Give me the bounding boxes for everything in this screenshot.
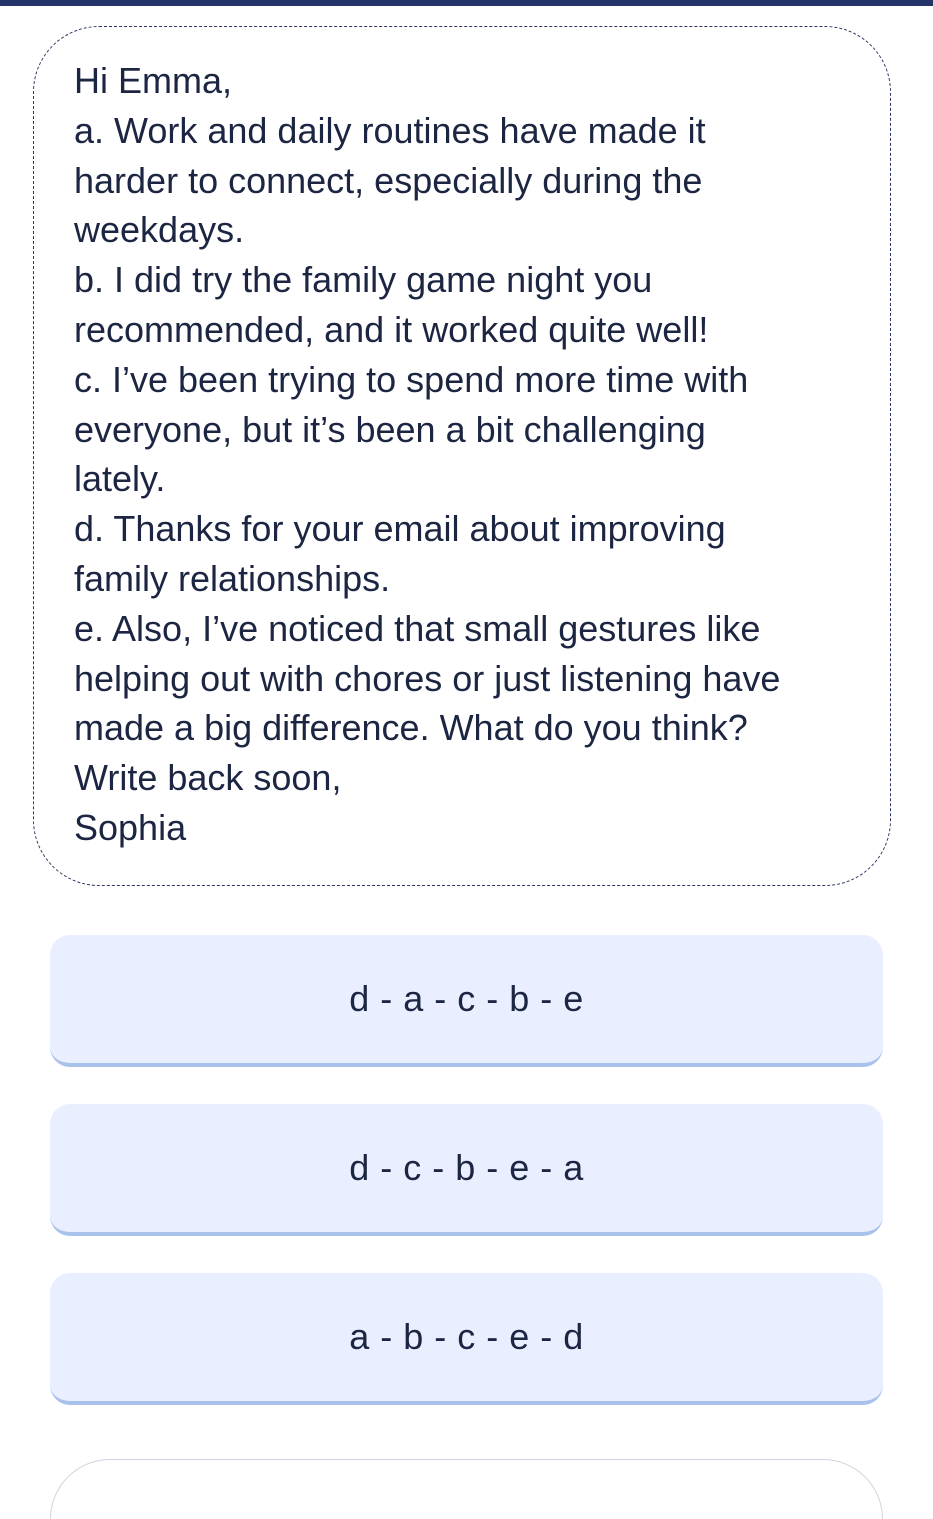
answer-option-3[interactable]: [50, 1273, 883, 1405]
letter-line: e. Also, I’ve noticed that small gestures like: [74, 607, 761, 649]
answer-option-label: d - a - c - b - e: [349, 978, 584, 1019]
letter-line: weekdays.: [74, 209, 245, 251]
letter-line: everyone, but it’s been a bit challenging: [74, 408, 706, 450]
top-rule: [0, 0, 933, 6]
letter-line: family relationships.: [74, 557, 391, 599]
letter-line: c. I’ve been trying to spend more time with: [74, 358, 749, 400]
answer-option-2[interactable]: [50, 1104, 883, 1236]
answer-option-4[interactable]: [50, 1459, 883, 1519]
letter-line: helping out with chores or just listening have: [74, 657, 781, 699]
letter-line: made a big difference. What do you think?: [74, 707, 748, 749]
letter-line: recommended, and it worked quite well!: [74, 308, 709, 350]
answer-option-label: d - c - b - e - a: [349, 1147, 584, 1188]
letter-line: d. Thanks for your email about improving: [74, 508, 726, 550]
letter-line: harder to connect, especially during the: [74, 159, 703, 201]
letter-closing: Write back soon,: [74, 757, 342, 799]
letter-greeting: Hi Emma,: [74, 60, 233, 101]
answer-option-1[interactable]: [50, 935, 883, 1067]
letter-line: lately.: [74, 458, 166, 500]
letter-line: a. Work and daily routines have made it: [74, 109, 706, 151]
letter-signature: Sophia: [74, 806, 187, 848]
letter-line: b. I did try the family game night you: [74, 259, 653, 301]
letter-text: [74, 56, 874, 853]
answer-option-label: a - b - c - e - d: [349, 1316, 584, 1357]
